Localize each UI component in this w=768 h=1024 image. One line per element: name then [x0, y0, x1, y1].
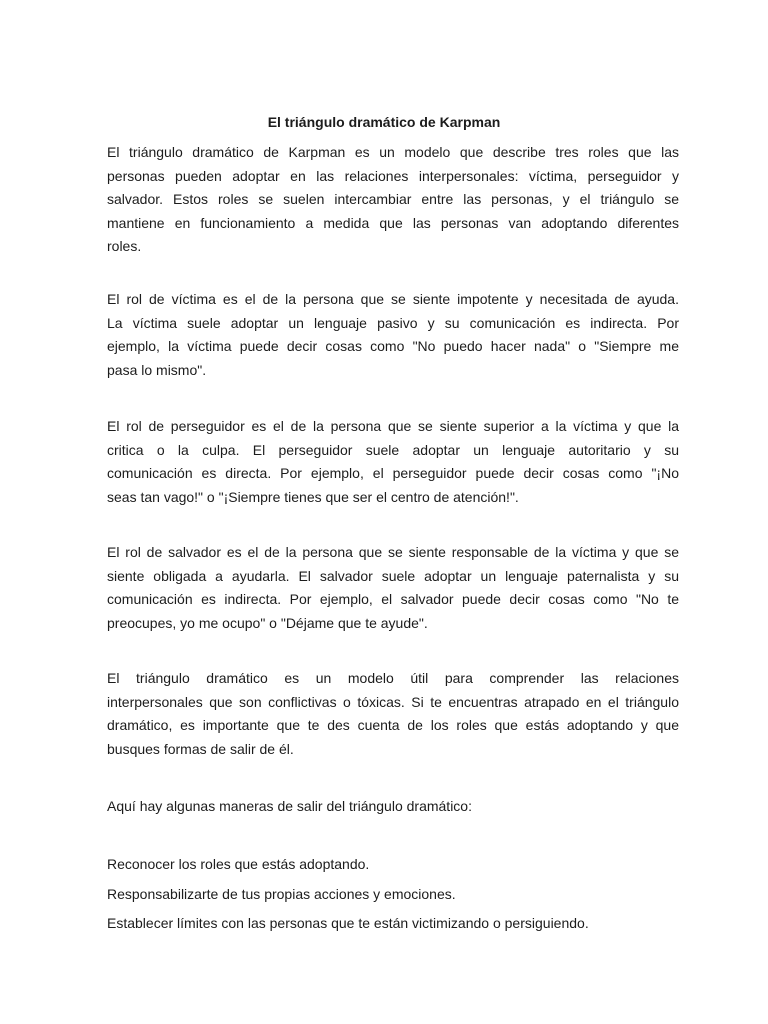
- text-line: comunicación es indirecta. Por ejemplo, el salvador puede decir cosas como "No te: [107, 591, 679, 607]
- text-line: siente obligada a ayudarla. El salvador suele adoptar un lenguaje paternalista y su: [107, 567, 679, 584]
- text-line: salvador. Estos roles se suelen intercambiar entre las personas, y el triángulo se: [107, 191, 679, 207]
- text-line: pasa lo mismo".: [107, 361, 207, 378]
- text-line: dramático, es importante que te des cuenta de los roles que estás adoptando y que: [107, 717, 679, 733]
- list-item: Reconocer los roles que estás adoptando.: [107, 856, 370, 872]
- text-line: El triángulo dramático es un modelo útil para comprender las relaciones: [107, 670, 679, 686]
- text-line: Aquí hay algunas maneras de salir del triángulo dramático:: [107, 798, 472, 814]
- text-line: El rol de perseguidor es el de la persona que se siente superior a la víctima y que la: [107, 418, 679, 434]
- text-line: El rol de salvador es el de la persona que se siente responsable de la víctima y que se: [107, 544, 679, 560]
- document-title: El triángulo dramático de Karpman: [267, 114, 501, 130]
- text-line: seas tan vago!" o "¡Siempre tienes que ser el centro de atención!".: [107, 488, 519, 505]
- list-item: Establecer límites con las personas que te están victimizando o persiguiendo.: [107, 915, 589, 931]
- paragraph-perseguidor: [107, 415, 679, 509]
- text-line: critica o la culpa. El perseguidor suele adoptar un lenguaje autoritario y su: [107, 441, 679, 458]
- text-line: ejemplo, la víctima puede decir cosas como "No puedo hacer nada" o "Siempre me: [107, 338, 679, 354]
- text-line: personas pueden adoptar en las relaciones interpersonales: víctima, perseguidor y: [107, 167, 679, 184]
- text-line: El rol de víctima es el de la persona que se siente impotente y necesitada de ayuda.: [107, 291, 679, 307]
- paragraph-list-intro: [107, 795, 679, 819]
- text-line: roles.: [107, 238, 142, 254]
- text-line: busques formas de salir de él.: [107, 740, 294, 757]
- paragraph-intro: [107, 141, 679, 259]
- text-line: mantiene en funcionamiento a medida que las personas van adoptando diferentes: [107, 214, 679, 231]
- paragraph-salvador: [107, 541, 679, 635]
- paragraph-conclusion: [107, 667, 679, 761]
- list-item: Responsabilizarte de tus propias acciones y emociones.: [107, 886, 456, 902]
- text-line: comunicación es directa. Por ejemplo, el perseguidor puede decir cosas como "¡No: [107, 465, 679, 481]
- text-line: preocupes, yo me ocupo" o "Déjame que te ayude".: [107, 614, 428, 631]
- text-line: El triángulo dramático de Karpman es un modelo que describe tres roles que las: [107, 144, 679, 160]
- paragraph-victima: [107, 288, 679, 382]
- text-line: interpersonales que son conflictivas o tóxicas. Si te encuentras atrapado en el triángulo: [107, 693, 679, 710]
- text-line: La víctima suele adoptar un lenguaje pasivo y su comunicación es indirecta. Por: [107, 314, 679, 331]
